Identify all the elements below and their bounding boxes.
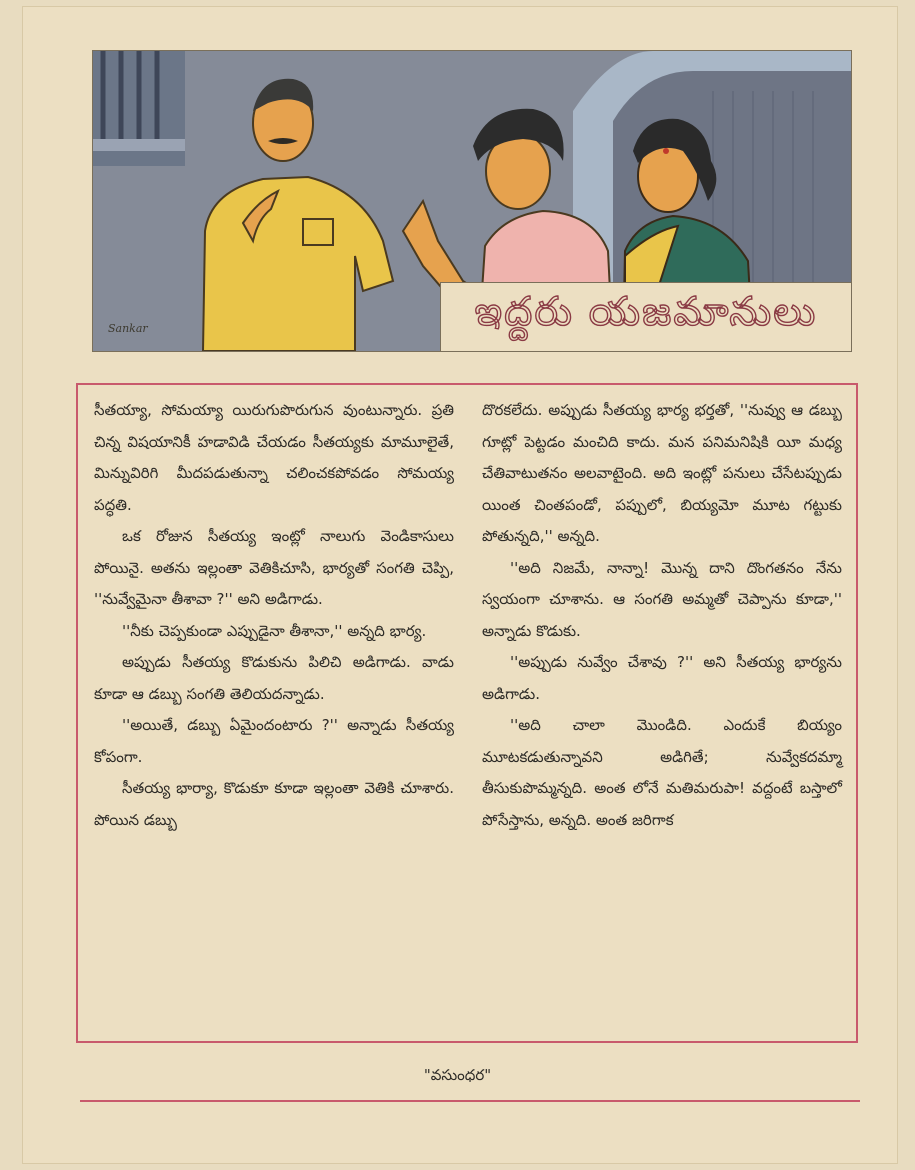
paragraph: దొరకలేదు. అప్పుడు సీతయ్య భార్య భర్తతో, ''నువ్వు ఆ డబ్బు గూట్లో పెట్టడం మంచిది కాదు. మన పనిమనిషికి యీ మధ్య చేతివాటుతనం అలవాటైంది. అది ఇంట్లో పనులు చేసేటప్పుడు యింత చింతపండో, పప్పులో, బియ్యమో మూట గట్టుకు పోతున్నది,'' అన్నది.: [482, 401, 842, 545]
paragraph: అప్పుడు సీతయ్య కొడుకును పిలిచి అడిగాడు. వాడు కూడా ఆ డబ్బు సంగతి తెలియదన్నాడు.: [94, 653, 454, 703]
left-column: [94, 395, 454, 1035]
paragraph: ''అది చాలా మొండిది. ఎందుకే బియ్యం మూటకడుతున్నావని అడిగితే; నువ్వేకదమ్మా తీసుకుపొమ్మన్నది. అంత లోనే మతిమరుపా! వద్దంటే బస్తాలో పోసేస్తాను, అన్నది. అంత జరిగాక: [482, 716, 842, 829]
author-caption: "వసుంధర": [423, 1066, 492, 1084]
right-column: [482, 395, 842, 1035]
story-title: ఇద్దరు యజమానులు: [474, 289, 818, 335]
paragraph: ''అది నిజమే, నాన్నా! మొన్న దాని దొంగతనం నేను స్వయంగా చూశాను. ఆ సంగతి అమ్మతో చెప్పాను కూడా,'' అన్నాడు కొడుకు.: [482, 558, 842, 640]
footer-divider: [80, 1100, 860, 1102]
artist-signature: Sankar: [108, 322, 148, 335]
paragraph: ఒక రోజున సీతయ్య ఇంట్లో నాలుగు వెండికాసులు పోయినై. అతను ఇల్లంతా వెతికిచూసి, భార్యతో సంగతి చెప్పి, ''నువ్వేమైనా తీశావా ?'' అని అడిగాడు.: [94, 527, 454, 608]
paragraph: సీతయ్య భార్యా, కొడుకూ కూడా ఇల్లంతా వెతికి చూశారు. పోయిన డబ్బు: [94, 779, 454, 829]
paragraph: ''నీకు చెప్పకుండా ఎప్పుడైనా తీశానా,'' అన్నది భార్య.: [122, 621, 427, 640]
paragraph: ''అయితే, డబ్బు ఏమైందంటారు ?'' అన్నాడు సీతయ్య కోపంగా.: [94, 716, 454, 766]
title-panel: [440, 282, 851, 351]
paragraph: సీతయ్యా, సోమయ్యా యిరుగుపొరుగున వుంటున్నారు. ప్రతి చిన్న విషయానికీ హడావిడి చేయడం సీతయ్యకు మామూలైతే, మిన్నువిరిగి మీదపడుతున్నా చలించకపోవడం సోమయ్య పద్ధతి.: [94, 401, 454, 514]
story-text-frame: [76, 383, 858, 1043]
paragraph: ''అప్పుడు నువ్వేం చేశావు ?'' అని సీతయ్య భార్యను అడిగాడు.: [482, 653, 842, 703]
